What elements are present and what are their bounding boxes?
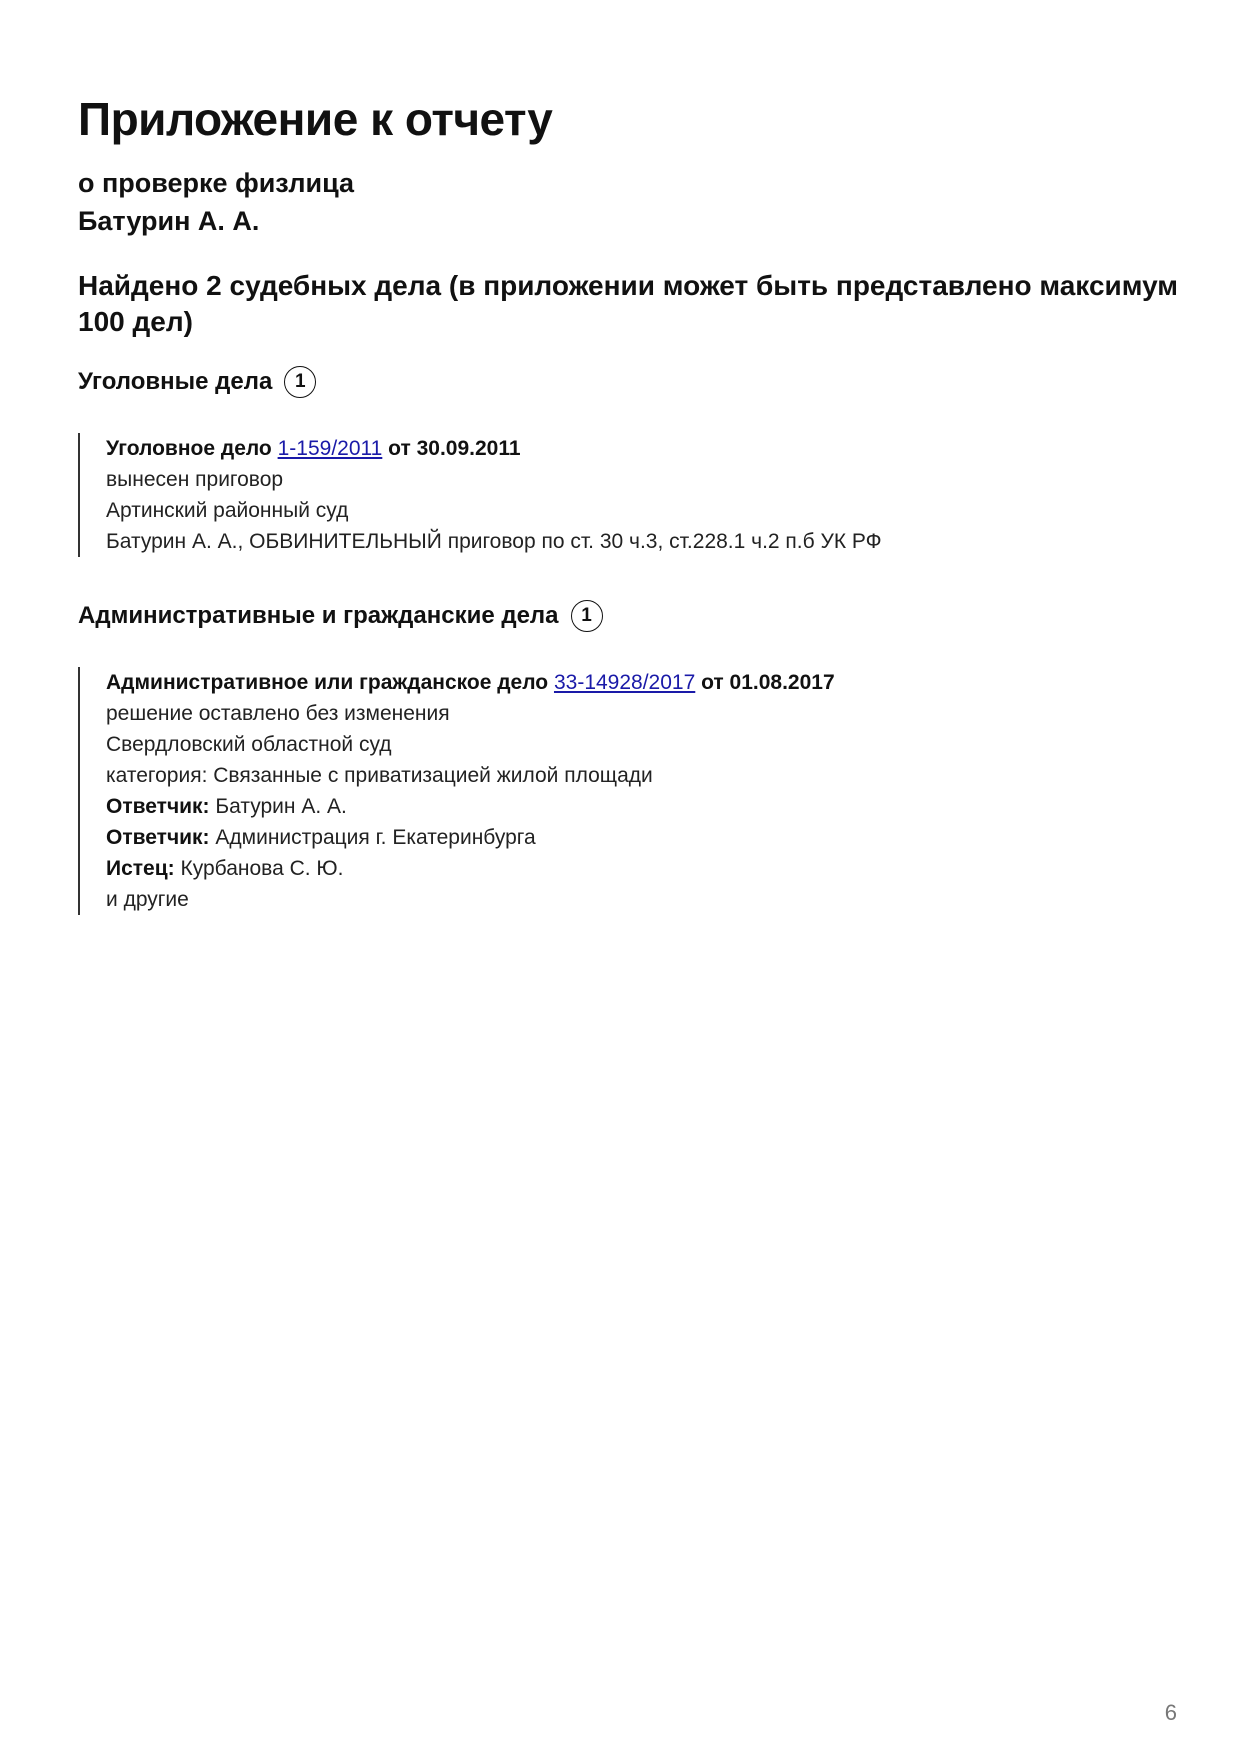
case-court: Артинский районный суд: [106, 499, 349, 522]
case-status: решение оставлено без изменения: [106, 702, 450, 725]
found-cases-summary: Найдено 2 судебных дела (в приложении может быть представлено максимум 100 дел): [78, 270, 1178, 337]
criminal-case-card: [78, 433, 882, 557]
civil-cases-heading: [78, 600, 603, 632]
case-others: и другие: [106, 888, 189, 911]
criminal-cases-count-badge: 1: [284, 366, 316, 398]
case-party: [106, 822, 835, 853]
case-number-link[interactable]: 33-14928/2017: [553, 671, 696, 694]
case-status: вынесен приговор: [106, 468, 284, 491]
case-date: от 30.09.2011: [388, 437, 521, 460]
party-name: Батурин А. А.: [215, 795, 347, 818]
page-number: 6: [1164, 1700, 1177, 1725]
case-verdict: Батурин А. А., ОБВИНИТЕЛЬНЫЙ приговор по ст. 30 ч.3, ст.228.1 ч.2 п.б УК РФ: [106, 530, 882, 553]
party-name: Администрация г. Екатеринбурга: [215, 826, 536, 849]
party-role: Ответчик:: [106, 795, 210, 818]
subtitle-line: о проверке физлица: [78, 168, 355, 198]
page-title: Приложение к отчету: [78, 93, 553, 145]
case-category: категория: Связанные с приватизацией жилой площади: [106, 764, 653, 787]
party-role: Истец:: [106, 857, 175, 880]
civil-cases-label: Административные и гражданские дела: [78, 602, 559, 629]
case-party: [106, 853, 835, 884]
case-party: [106, 791, 835, 822]
case-type: Административное или гражданское дело: [106, 671, 549, 694]
civil-case-card: [78, 667, 835, 915]
case-court: Свердловский областной суд: [106, 733, 392, 756]
criminal-cases-heading: [78, 366, 316, 398]
person-name: Батурин А. А.: [78, 206, 260, 236]
criminal-cases-label: Уголовные дела: [78, 368, 273, 395]
case-title: [106, 667, 835, 698]
case-type: Уголовное дело: [106, 437, 272, 460]
case-date: от 01.08.2017: [701, 671, 835, 694]
report-subtitle: [78, 164, 354, 240]
case-title: [106, 433, 882, 464]
civil-cases-count-badge: 1: [571, 600, 603, 632]
party-name: Курбанова С. Ю.: [180, 857, 344, 880]
case-number-link[interactable]: 1-159/2011: [277, 437, 383, 460]
party-role: Ответчик:: [106, 826, 210, 849]
